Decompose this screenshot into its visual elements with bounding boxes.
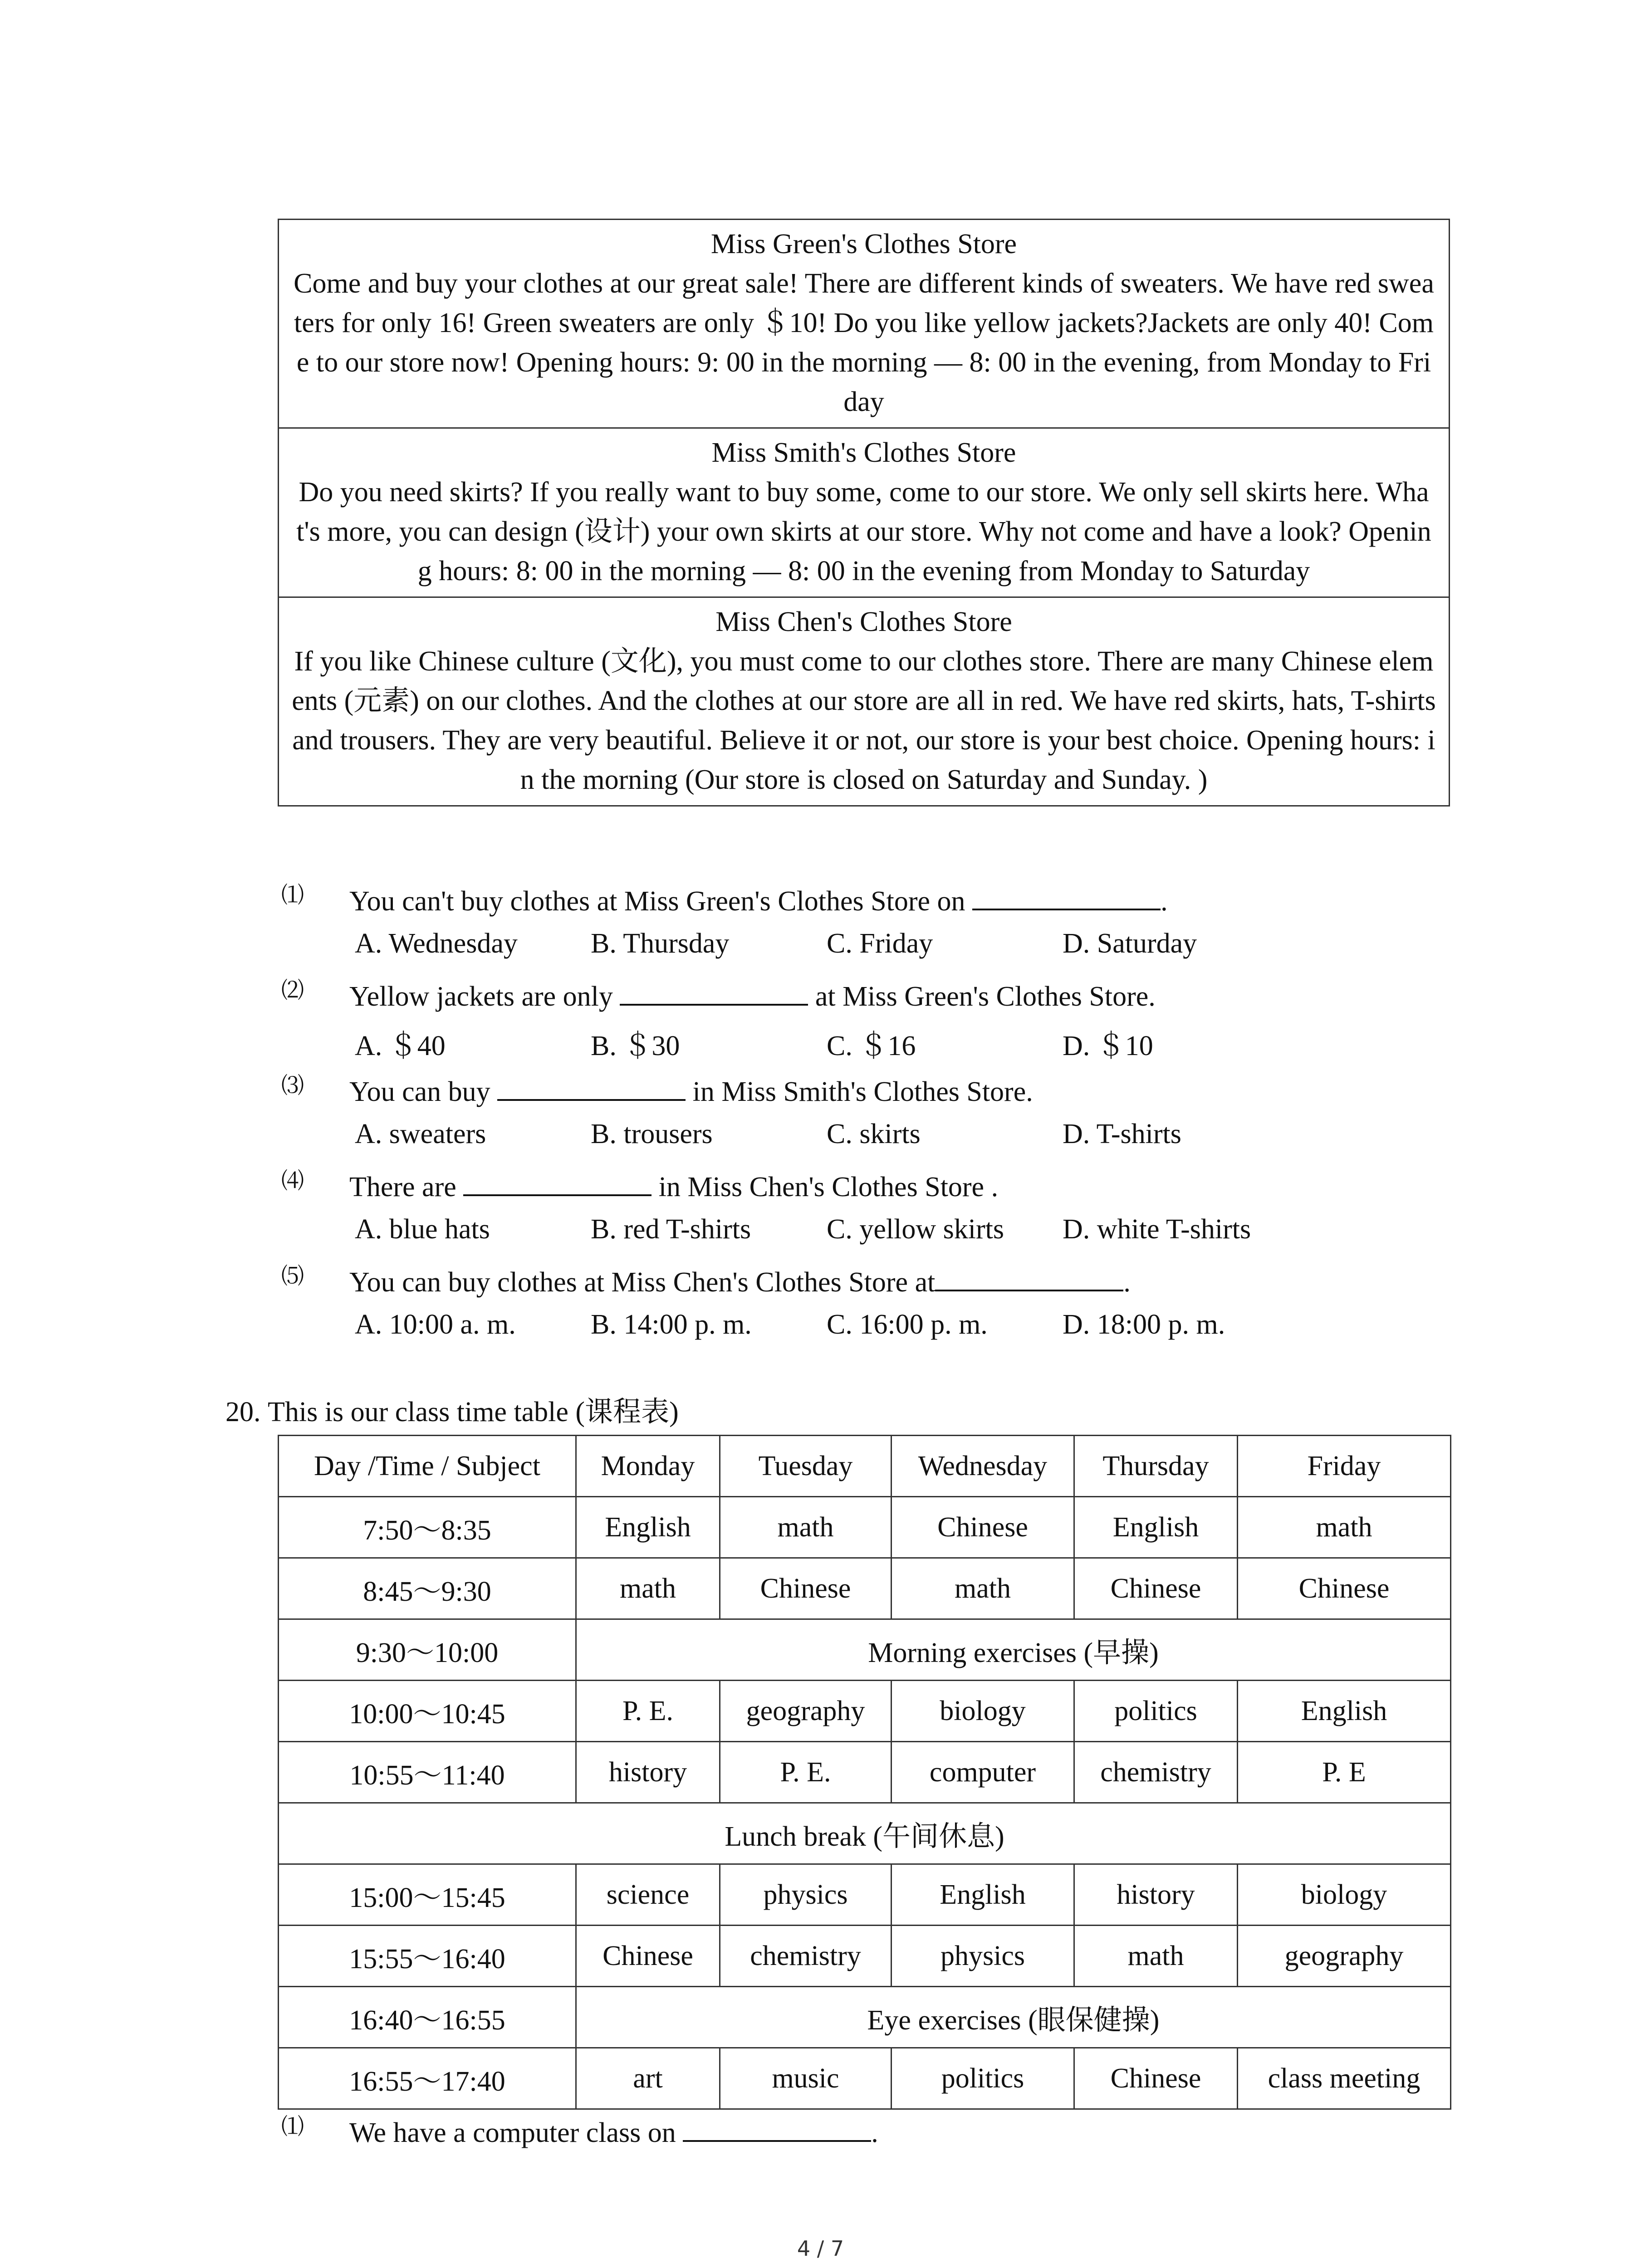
table-row [279, 1497, 1451, 1558]
store-description: If you like Chinese culture (文化), you must come to our clothes store. There are many Chinese elements (元素) on our clothes. And the clothes at our store are all in red. We have red skirts, hats, T-shirts and trousers. They are very beautiful. Believe it or not, our store is your best choice. Opening hours: in the morning (Our store is closed on Saturday and Sunday. ) [292, 646, 1436, 795]
option-b[interactable]: B. Thursday [591, 928, 730, 959]
header-cell: Wednesday [892, 1436, 1074, 1497]
subject-cell: history [576, 1742, 720, 1803]
subject-cell: politics [1074, 1681, 1238, 1742]
table-row [279, 1742, 1451, 1803]
subject-cell: Chinese [720, 1558, 892, 1619]
table-row [279, 1803, 1451, 1864]
header-cell: Thursday [1074, 1436, 1238, 1497]
table-row [279, 1558, 1451, 1619]
header-cell: Day /Time / Subject [279, 1436, 576, 1497]
option-b[interactable]: B. trousers [591, 1119, 713, 1149]
subject-cell: chemistry [720, 1926, 892, 1987]
option-c[interactable]: C. Friday [827, 928, 933, 959]
question-text: Yellow jackets are only at Miss Green's Clothes Store. [349, 978, 1156, 1013]
subject-cell: P. E. [720, 1742, 892, 1803]
time-cell: 9:30～10:00 [279, 1619, 576, 1681]
subject-cell: math [1074, 1926, 1238, 1987]
option-a[interactable]: A. sweaters [355, 1119, 486, 1149]
question-number: ⑴ [281, 2113, 304, 2140]
question-number: ⑸ [281, 1263, 304, 1289]
store-description: Come and buy your clothes at our great sale! There are different kinds of sweaters. We have red sweaters for only 16! Green sweaters are only ＄10! Do you like yellow jackets?Jackets are only 40! Come to our store now! Opening hours: 9: 00 in the morning — 8: 00 in the evening, from Monday to Friday [294, 268, 1434, 417]
subject-cell: art [576, 2048, 720, 2109]
section-20-heading [225, 1389, 679, 1429]
store-name: Miss Green's Clothes Store [710, 229, 1017, 259]
subject-cell: science [576, 1864, 720, 1926]
subject-cell: physics [720, 1864, 892, 1926]
subject-cell: English [1238, 1681, 1451, 1742]
subject-cell: Chinese [1238, 1558, 1451, 1619]
subject-cell: geography [720, 1681, 892, 1742]
question-text: You can't buy clothes at Miss Green's Clothes Store on . [349, 882, 1168, 918]
subject-cell: physics [892, 1926, 1074, 1987]
option-b[interactable]: B. 14:00 p. m. [591, 1309, 752, 1340]
store-chen [279, 598, 1449, 805]
option-a[interactable]: A. ＄40 [355, 1031, 446, 1061]
page-number: 4 / 7 [797, 2236, 844, 2261]
subject-cell: English [1074, 1497, 1238, 1558]
option-d[interactable]: D. ＄10 [1063, 1031, 1153, 1061]
subject-cell: Chinese [1074, 1558, 1238, 1619]
table-row [279, 1987, 1451, 2048]
time-cell: 10:00～10:45 [279, 1681, 576, 1742]
eye-exercises-cell: Eye exercises (眼保健操) [576, 1987, 1451, 2048]
time-cell: 15:00～15:45 [279, 1864, 576, 1926]
store-green [279, 220, 1449, 429]
subject-cell: P. E [1238, 1742, 1451, 1803]
time-cell: 7:50～8:35 [279, 1497, 576, 1558]
time-cell: 15:55～16:40 [279, 1926, 576, 1987]
question-text: You can buy clothes at Miss Chen's Clothes Store at . [349, 1263, 1131, 1299]
subject-cell: biology [892, 1681, 1074, 1742]
header-cell: Monday [576, 1436, 720, 1497]
subject-cell: music [720, 2048, 892, 2109]
option-c[interactable]: C. 16:00 p. m. [827, 1309, 988, 1340]
class-timetable [278, 1435, 1451, 2110]
section-number: 20. [225, 1397, 261, 1427]
lunch-break-cell: Lunch break (午间休息) [279, 1803, 1451, 1864]
subject-cell: geography [1238, 1926, 1451, 1987]
header-cell: Friday [1238, 1436, 1451, 1497]
table-row [279, 1864, 1451, 1926]
subject-cell: Chinese [1074, 2048, 1238, 2109]
time-cell: 16:55～17:40 [279, 2048, 576, 2109]
option-d[interactable]: D. 18:00 p. m. [1063, 1309, 1225, 1340]
question-number: ⑷ [281, 1168, 304, 1194]
option-c[interactable]: C. yellow skirts [827, 1214, 1004, 1245]
subject-cell: politics [892, 2048, 1074, 2109]
question-number: ⑶ [281, 1072, 304, 1099]
subject-cell: chemistry [1074, 1742, 1238, 1803]
store-name: Miss Smith's Clothes Store [711, 437, 1016, 468]
option-b[interactable]: B. ＄30 [591, 1031, 680, 1061]
subject-cell: class meeting [1238, 2048, 1451, 2109]
stores-box [278, 219, 1450, 807]
subject-cell: math [1238, 1497, 1451, 1558]
subject-cell: P. E. [576, 1681, 720, 1742]
option-c[interactable]: C. skirts [827, 1119, 921, 1149]
answer-blank[interactable] [683, 2114, 871, 2142]
section-title: This is our class time table (课程表) [268, 1397, 679, 1427]
subject-cell: math [720, 1497, 892, 1558]
question-number: ⑵ [281, 977, 304, 1003]
option-a[interactable]: A. blue hats [355, 1214, 490, 1245]
option-c[interactable]: C. ＄16 [827, 1031, 916, 1061]
question-number: ⑴ [281, 882, 304, 908]
subject-cell: history [1074, 1864, 1238, 1926]
table-row [279, 1926, 1451, 1987]
option-a[interactable]: A. 10:00 a. m. [355, 1309, 516, 1340]
subject-cell: English [892, 1864, 1074, 1926]
subject-cell: Chinese [576, 1926, 720, 1987]
header-cell: Tuesday [720, 1436, 892, 1497]
subject-cell: biology [1238, 1864, 1451, 1926]
option-a[interactable]: A. Wednesday [355, 928, 518, 959]
morning-exercises-cell: Morning exercises (早操) [576, 1619, 1451, 1681]
option-d[interactable]: D. T-shirts [1063, 1119, 1181, 1149]
question-text: There are in Miss Chen's Clothes Store . [349, 1168, 998, 1203]
table-row [279, 2048, 1451, 2109]
answer-blank[interactable] [935, 1263, 1123, 1291]
store-name: Miss Chen's Clothes Store [715, 606, 1012, 637]
subject-cell: Chinese [892, 1497, 1074, 1558]
time-cell: 8:45～9:30 [279, 1558, 576, 1619]
time-cell: 16:40～16:55 [279, 1987, 576, 2048]
answer-blank[interactable] [463, 1168, 652, 1196]
question-text: We have a computer class on . [349, 2114, 878, 2149]
subject-cell: English [576, 1497, 720, 1558]
option-d[interactable]: D. Saturday [1063, 928, 1197, 959]
option-b[interactable]: B. red T-shirts [591, 1214, 751, 1245]
answer-blank[interactable] [497, 1073, 686, 1101]
subject-cell: math [892, 1558, 1074, 1619]
time-cell: 10:55～11:40 [279, 1742, 576, 1803]
subject-cell: computer [892, 1742, 1074, 1803]
store-description: Do you need skirts? If you really want to buy some, come to our store. We only sell skirts here. What's more, you can design (设计) your own skirts at our store. Why not come and have a look? Opening hours: 8: 00 in the morning — 8: 00 in the evening from Monday to Saturday [296, 477, 1431, 587]
question-text: You can buy in Miss Smith's Clothes Store. [349, 1073, 1033, 1108]
answer-blank[interactable] [620, 978, 808, 1006]
answer-blank[interactable] [972, 882, 1161, 910]
table-header-row [279, 1436, 1451, 1497]
table-row [279, 1619, 1451, 1681]
subject-cell: math [576, 1558, 720, 1619]
table-row [279, 1681, 1451, 1742]
option-d[interactable]: D. white T-shirts [1063, 1214, 1251, 1245]
store-smith [279, 429, 1449, 598]
